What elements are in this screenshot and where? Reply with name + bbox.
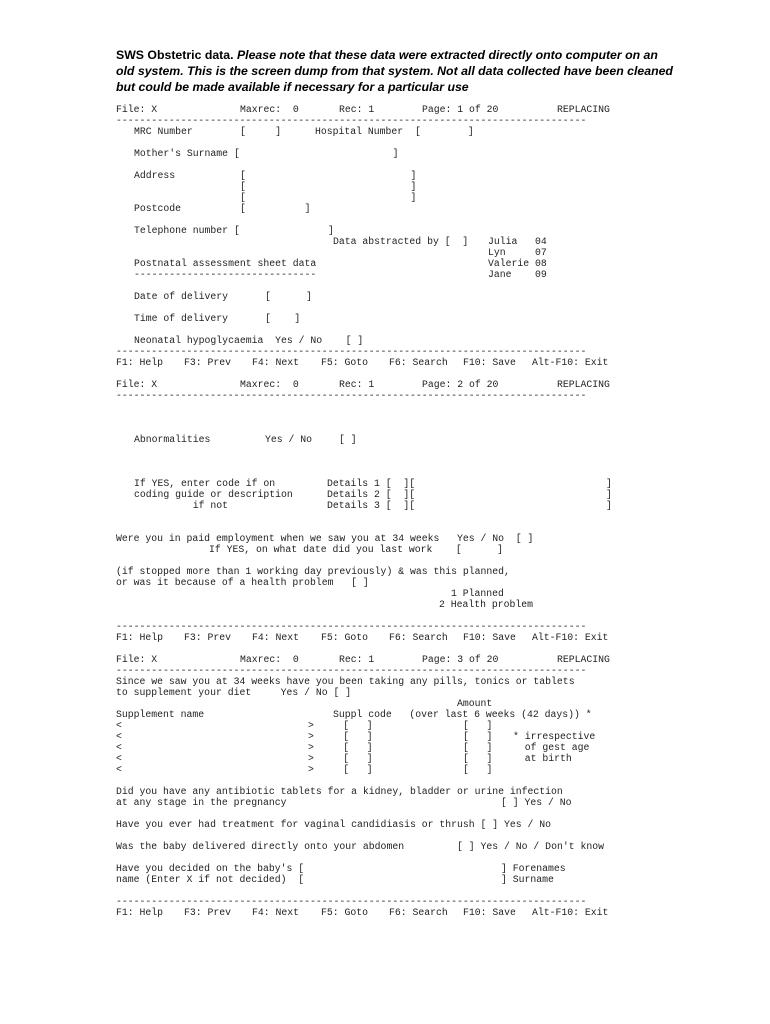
postcode-label: Postcode (134, 203, 182, 214)
address-row (116, 170, 636, 181)
postnatal-heading: Postnatal assessment sheet data (134, 258, 317, 269)
amount-field[interactable]: [ ] (463, 720, 493, 731)
abnormalities-label: Abnormalities (134, 434, 211, 445)
hypo-row (116, 335, 636, 346)
suppl-code-field[interactable]: > [ ] (308, 742, 373, 753)
abnormalities-row (116, 434, 636, 445)
lastwork-row (116, 544, 636, 555)
dod-field[interactable]: [ ] (265, 291, 313, 302)
dod-row (116, 291, 636, 302)
baby-name-row-2 (116, 874, 636, 885)
screen3-header (116, 654, 636, 665)
supplement-name-field[interactable]: < (116, 764, 122, 775)
help-key[interactable]: F1: Help (116, 907, 164, 918)
rec-label: Rec: 1 (339, 654, 375, 665)
abdomen-field[interactable]: [ ] Yes / No / Don't know (457, 841, 604, 852)
file-label: File: X (116, 654, 158, 665)
screen-dump (116, 104, 636, 918)
rec-label: Rec: 1 (339, 104, 375, 115)
supplement-name-field[interactable]: < (116, 753, 122, 764)
option-planned: 1 Planned (451, 588, 504, 599)
mode-label: REPLACING (557, 379, 610, 390)
help-key[interactable]: F1: Help (116, 357, 164, 368)
goto-key[interactable]: F5: Goto (321, 632, 369, 643)
next-key[interactable]: F4: Next (252, 632, 300, 643)
supplement-name-field[interactable]: < (116, 720, 122, 731)
function-key-bar (116, 357, 636, 368)
mode-label: REPLACING (557, 654, 610, 665)
suppl-code-field[interactable]: > [ ] (308, 764, 373, 775)
divider: -------------------------------------------------------------------------------- (116, 346, 587, 357)
footnote-text: of gest age (513, 742, 590, 753)
page-label: Page: 1 of 20 (422, 104, 499, 115)
details-row-3 (116, 500, 636, 511)
file-label: File: X (116, 379, 158, 390)
stopped-text: (if stopped more than 1 working day previously) & was this planned, (116, 566, 510, 577)
employment-row (116, 533, 636, 544)
option-health-problem: 2 Health problem (439, 599, 534, 610)
abstracted-row (116, 236, 636, 247)
suppl-code-field[interactable]: > [ ] (308, 753, 373, 764)
suppl-code-heading: Suppl code (over last 6 weeks (42 days)) * (333, 709, 592, 720)
help-key[interactable]: F1: Help (116, 632, 164, 643)
amount-field[interactable]: [ ] (463, 753, 493, 764)
mrc-label: MRC Number (134, 126, 193, 137)
antibiotic-question: Did you have any antibiotic tablets for a kidney, bladder or urine infection (116, 786, 563, 797)
supplement-question: Since we saw you at 34 weeks have you been taking any pills, tonics or tablets (116, 676, 575, 687)
postcode-row (116, 203, 636, 214)
details-row-2 (116, 489, 636, 500)
document-heading (116, 47, 676, 95)
postnatal-underline: ------------------------------- (134, 269, 317, 280)
ifyes-text: if not (134, 500, 229, 511)
details-1-field[interactable]: Details 1 [ ][ (327, 478, 416, 489)
supplement-name-heading: Supplement name (116, 709, 205, 720)
dod-label: Date of delivery (134, 291, 229, 302)
amount-field[interactable]: [ ] (463, 764, 493, 775)
heading-bold: SWS Obstetric data. (116, 48, 234, 62)
details-row-1 (116, 478, 636, 489)
heading-note: Please note that these data were extracted directly onto computer on an old system. This is the screen dump from that system. Not all data collected have been cleaned but could be made available if necessary for a particular use (116, 48, 673, 94)
stopped-row-2 (116, 577, 636, 588)
surname-label: ] Surname (501, 874, 554, 885)
divider: -------------------------------------------------------------------------------- (116, 115, 587, 126)
mrc-row (116, 126, 636, 137)
supplement-row (116, 742, 636, 753)
exit-key[interactable]: Alt-F10: Exit (532, 357, 609, 368)
baby-name-row-1 (116, 863, 636, 874)
abstractor-lyn: Lyn 07 (488, 247, 547, 258)
mode-label: REPLACING (557, 104, 610, 115)
goto-key[interactable]: F5: Goto (321, 907, 369, 918)
ifyes-text: coding guide or description (134, 489, 293, 500)
postcode-field[interactable]: [ ] (240, 203, 311, 214)
maxrec-label: Maxrec: 0 (240, 654, 299, 665)
divider: -------------------------------------------------------------------------------- (116, 621, 587, 632)
supplement-headings (116, 709, 636, 720)
page-label: Page: 3 of 20 (422, 654, 499, 665)
page-label: Page: 2 of 20 (422, 379, 499, 390)
employment-field[interactable]: Were you in paid employment when we saw you at 34 weeks Yes / No [ ] (116, 533, 534, 544)
baby-forenames-field[interactable]: Have you decided on the baby's [ (116, 863, 305, 874)
amount-field[interactable]: [ ] (463, 742, 493, 753)
mothers-surname-field[interactable]: Mother's Surname [ ] (134, 148, 399, 159)
abstractor-julia: Julia 04 (488, 236, 547, 247)
supplement-name-field[interactable]: < (116, 742, 122, 753)
telephone-row (116, 225, 636, 236)
hypoglycaemia-field[interactable]: Neonatal hypoglycaemia Yes / No [ ] (134, 335, 364, 346)
maxrec-label: Maxrec: 0 (240, 104, 299, 115)
file-label: File: X (116, 104, 158, 115)
search-key[interactable]: F6: Search (389, 357, 448, 368)
exit-key[interactable]: Alt-F10: Exit (532, 907, 609, 918)
footnote-text: at birth (513, 753, 572, 764)
thrush-field[interactable]: Have you ever had treatment for vaginal candidiasis or thrush [ ] Yes / No (116, 819, 552, 830)
details-2-field[interactable]: Details 2 [ ][ (327, 489, 416, 500)
function-key-bar (116, 907, 636, 918)
tod-row (116, 313, 636, 324)
hospital-number-field[interactable]: Hospital Number [ ] (315, 126, 474, 137)
tod-field[interactable]: [ ] (265, 313, 301, 324)
search-key[interactable]: F6: Search (389, 632, 448, 643)
telephone-field[interactable]: Telephone number [ ] (134, 225, 334, 236)
save-key[interactable]: F10: Save (463, 907, 516, 918)
address-line-3-field[interactable]: [ ] (240, 192, 417, 203)
rec-label: Rec: 1 (339, 379, 375, 390)
address-label: Address (134, 170, 176, 181)
health-problem-field[interactable]: or was it because of a health problem [ ] (116, 577, 369, 588)
ifyes-text: If YES, enter code if on (134, 478, 276, 489)
details-close: ] (606, 478, 612, 489)
data-abstracted-field[interactable]: Data abstracted by [ ] (333, 236, 469, 247)
supplement-name-field[interactable]: < (116, 731, 122, 742)
save-key[interactable]: F10: Save (463, 632, 516, 643)
prev-key[interactable]: F3: Prev (184, 357, 232, 368)
forenames-label: ] Forenames (501, 863, 566, 874)
footnote-text: * irrespective (513, 731, 596, 742)
antibiotic-text: at any stage in the pregnancy (116, 797, 287, 808)
supplement-row (116, 753, 636, 764)
address-line-2-field[interactable]: [ ] (240, 181, 417, 192)
suppl-code-field[interactable]: > [ ] (308, 731, 373, 742)
amount-field[interactable]: [ ] (463, 731, 493, 742)
next-key[interactable]: F4: Next (252, 907, 300, 918)
details-close: ] (606, 500, 612, 511)
maxrec-label: Maxrec: 0 (240, 379, 299, 390)
antibiotic-row (116, 797, 636, 808)
abnormalities-field[interactable]: [ ] (339, 434, 357, 445)
abdomen-question: Was the baby delivered directly onto your abdomen (116, 841, 405, 852)
divider: -------------------------------------------------------------------------------- (116, 665, 587, 676)
amount-heading: Amount (457, 698, 493, 709)
mrc-field[interactable]: [ ] (240, 126, 282, 137)
goto-key[interactable]: F5: Goto (321, 357, 369, 368)
last-work-date-field[interactable]: If YES, on what date did you last work [ ] (209, 544, 503, 555)
surname-row (116, 148, 636, 159)
screen1-header (116, 104, 636, 115)
supplement-row (116, 731, 636, 742)
baby-surname-field[interactable]: name (Enter X if not decided) [ (116, 874, 305, 885)
next-key[interactable]: F4: Next (252, 357, 300, 368)
stopped-row-1 (116, 566, 636, 577)
screen2-header (116, 379, 636, 390)
supplement-row (116, 764, 636, 775)
function-key-bar (116, 632, 636, 643)
antibiotic-field[interactable]: [ ] Yes / No (501, 797, 572, 808)
postnatal-row (116, 258, 636, 269)
tod-label: Time of delivery (134, 313, 229, 324)
save-key[interactable]: F10: Save (463, 357, 516, 368)
supplement-field[interactable]: to supplement your diet Yes / No [ ] (116, 687, 352, 698)
divider: -------------------------------------------------------------------------------- (116, 896, 587, 907)
abstractor-valerie: Valerie 08 (488, 258, 547, 269)
abdomen-row (116, 841, 636, 852)
abnormalities-yes-no: Yes / No (265, 434, 313, 445)
exit-key[interactable]: Alt-F10: Exit (532, 632, 609, 643)
details-close: ] (606, 489, 612, 500)
details-3-field[interactable]: Details 3 [ ][ (327, 500, 416, 511)
search-key[interactable]: F6: Search (389, 907, 448, 918)
supplement-row (116, 720, 636, 731)
prev-key[interactable]: F3: Prev (184, 632, 232, 643)
divider: -------------------------------------------------------------------------------- (116, 390, 587, 401)
prev-key[interactable]: F3: Prev (184, 907, 232, 918)
suppl-code-field[interactable]: > [ ] (308, 720, 373, 731)
address-line-1-field[interactable]: [ ] (240, 170, 417, 181)
abstractor-jane: Jane 09 (488, 269, 547, 280)
